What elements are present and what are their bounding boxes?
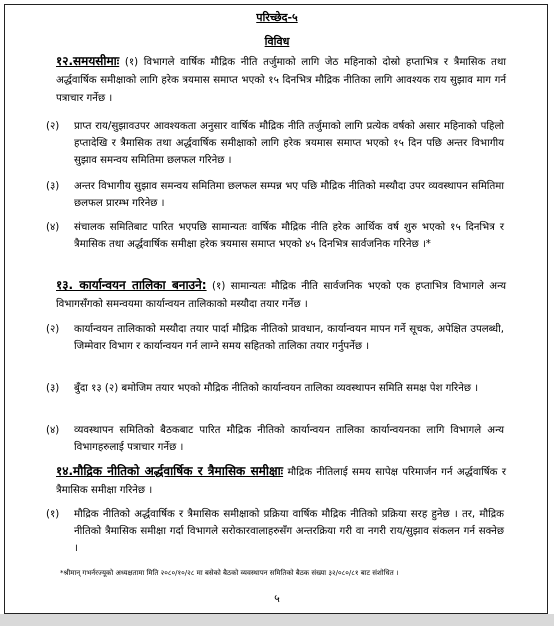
item-number: (४) <box>46 425 60 436</box>
section-13-heading: १३. कार्यान्वयन तालिका बनाउने: <box>56 278 207 292</box>
item-text: कार्यान्वयन तालिकाको मस्यौदा तयार पार्दा मौद्रिक नीतिको प्रावधान, कार्यान्वयन मापन गर्ने सूचक, अपेक्षित उपलब्धी, जिम्मेवार विभाग र कार्यान्वयन गर्न लाग्ने समय सहितको तालिका तयार गर्नुपर्नेछ । <box>74 324 504 352</box>
item-text: मौद्रिक नीतिको अर्द्धवार्षिक र त्रैमासिक समीक्षाको प्रक्रिया वार्षिक मौद्रिक नीतिको प्रक्रिया सरह हुनेछ । तर, मौद्रिक नीतिको त्रैमासिक समीक्षा गर्दा विभागले सरोकारवालाहरुसँग अन्तरक्रिया गरी वा नगरी राय/सुझाव संकलन गर्न सक्नेछ । <box>74 509 504 554</box>
chapter-title: परिच्छेद-५ <box>256 11 298 24</box>
chapter-subtitle: विविध <box>264 35 290 48</box>
item-text: व्यवस्थापन समितिको बैठकबाट पारित मौद्रिक नीतिको कार्यान्वयन तालिका कार्यान्वयनका लागि विभागले अन्य विभागहरुलाई पत्राचार गर्नेछ । <box>74 425 504 453</box>
section-14-intro: मौद्रिक नीतिलाई समय सापेक्ष परिमार्जन गर्न अर्द्धवार्षिक र त्रैमासिक समीक्षा गरिनेछ । <box>56 467 506 496</box>
section-13-intro: (१) सामान्यतः मौद्रिक नीति सार्वजनिक भएको एक हप्ताभित्र विभागले अन्य विभागसँगको समन्वयमा कार्यान्वयन तालिकाको मस्यौदा तयार गर्नेछ । <box>56 281 506 310</box>
item-number: (१) <box>46 509 60 520</box>
section-12-item-3 <box>46 178 504 212</box>
item-number: (२) <box>46 324 60 335</box>
item-text: बुँदा १३ (२) बमोजिम तयार भएको मौद्रिक नीतिको कार्यान्वयन तालिका व्यवस्थापन समिति समक्ष पेश गरिनेछ । <box>74 383 479 394</box>
section-13 <box>56 276 506 314</box>
item-number: (४) <box>46 222 60 233</box>
footnote: *श्रीमान् गभर्नरज्यूको अध्यक्षतामा मिति २०८०/१०/२८ मा बसेको बैठको व्यवस्थापन समितिको बैठक संख्या ३२/०८०/८१ बाट संशोधित । <box>60 569 399 577</box>
section-14-heading: १४.मौद्रिक नीतिको अर्द्धवार्षिक र त्रैमासिक समीक्षाः <box>56 464 284 478</box>
page-edge <box>0 614 554 626</box>
page-number: ५ <box>274 592 280 605</box>
item-text: संचालक समितिबाट पारित भएपछि सामान्यतः वार्षिक मौद्रिक नीति हरेक आर्थिक वर्ष शुरु भएको १५ दिनभित्र र त्रैमासिक तथा अर्द्धवार्षिक समीक्षा हरेक त्रयमास समाप्त भएको ४५ दिनभित्र सार्वजनिक गरिनेछ ।* <box>74 222 504 250</box>
section-13-item-3 <box>46 380 504 397</box>
section-13-item-4 <box>46 422 504 456</box>
section-12-item-2 <box>46 118 504 169</box>
section-13-item-2 <box>46 321 504 355</box>
section-14 <box>56 462 506 500</box>
section-12 <box>56 52 506 108</box>
section-12-heading: १२.समयसीमाः <box>56 54 120 68</box>
section-14-item-1 <box>46 506 504 557</box>
item-number: (३) <box>46 181 60 192</box>
item-number: (३) <box>46 383 60 394</box>
item-number: (२) <box>46 121 60 132</box>
section-12-intro: (१) विभागले वार्षिक मौद्रिक नीति तर्जुमाको लागि जेठ महिनाको दोस्रो हप्ताभित्र र त्रैमासिक तथा अर्द्धवार्षिक समीक्षाको लागि हरेक त्रयमास समाप्त भएको १५ दिनभित्र मौद्रिक नीतिका लागि आवश्यक राय सुझाव माग गर्न पत्राचार गर्नेछ । <box>56 57 506 104</box>
item-text: प्राप्त राय/सुझावउपर आवश्यकता अनुसार वार्षिक मौद्रिक नीति तर्जुमाको लागि प्रत्येक वर्षको असार महिनाको पहिलो हप्तादेखि र त्रैमासिक तथा अर्द्धवार्षिक समीक्षाको लागि हरेक त्रयमास समाप्त भएको १५ दिन पछि अन्तर विभागीय सुझाव समन्वय समितिमा छलफल गरिनेछ । <box>74 121 504 166</box>
item-text: अन्तर विभागीय सुझाव समन्वय समितिमा छलफल सम्पन्न भए पछि मौद्रिक नीतिको मस्यौदा उपर व्यवस्थापन समितिमा छलफल प्रारम्भ गरिनेछ । <box>74 181 504 209</box>
section-12-item-4 <box>46 219 504 253</box>
